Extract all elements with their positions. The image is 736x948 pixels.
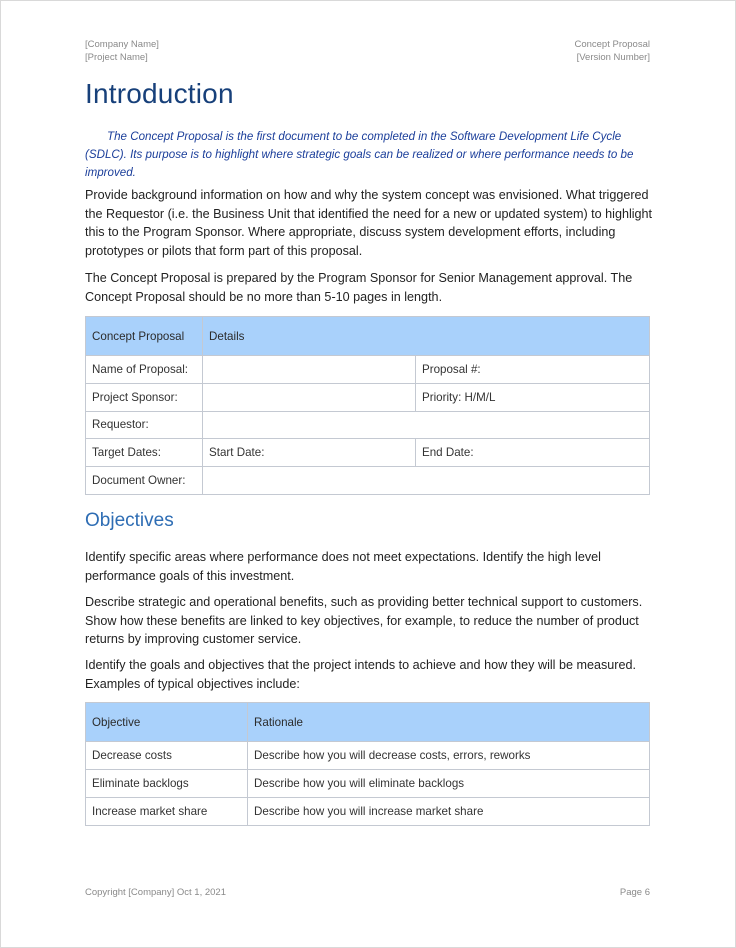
- header-project: [Project Name]: [85, 52, 148, 63]
- rationale-cell: Describe how you will eliminate backlogs: [248, 770, 650, 798]
- header-company: [Company Name]: [85, 39, 159, 50]
- rationale-header: Rationale: [248, 703, 650, 742]
- name-of-proposal-value[interactable]: [203, 356, 416, 384]
- intro-note: The Concept Proposal is the first document to be completed in the Software Development Life Cycle (SDLC). Its purpose is to highlight where strategic goals can be realized or where performance needs to be improved.: [85, 130, 634, 179]
- end-date-label[interactable]: End Date:: [416, 439, 650, 467]
- name-of-proposal-label: Name of Proposal:: [86, 356, 203, 384]
- footer-copyright: Copyright [Company] Oct 1, 2021: [85, 887, 226, 898]
- header-right: [574, 38, 650, 64]
- footer-page-number: Page 6: [619, 887, 650, 898]
- header-version: [Version Number]: [576, 52, 650, 63]
- target-dates-label: Target Dates:: [86, 439, 203, 467]
- objective-cell: Decrease costs: [86, 742, 248, 770]
- document-owner-label: Document Owner:: [86, 467, 203, 495]
- table-row: [86, 467, 650, 495]
- rationale-cell: Describe how you will increase market share: [248, 798, 650, 826]
- table-row: [86, 742, 650, 770]
- priority-label[interactable]: Priority: H/M/L: [416, 383, 650, 411]
- table-row: [86, 411, 650, 439]
- project-sponsor-value[interactable]: [203, 383, 416, 411]
- objectives-paragraph-3: Identify the goals and objectives that the project intends to achieve and how they will be measured. Examples of typical objectives include:: [85, 658, 636, 691]
- details-header-concept: Concept Proposal: [86, 317, 203, 356]
- objective-cell: Increase market share: [86, 798, 248, 826]
- intro-paragraph-2: The Concept Proposal is prepared by the Program Sponsor for Senior Management approval. The Concept Proposal should be no more than 5-10 pages in length.: [85, 271, 633, 304]
- project-sponsor-label: Project Sponsor:: [86, 383, 203, 411]
- table-row: [86, 770, 650, 798]
- table-row: [86, 383, 650, 411]
- objectives-paragraph-2: Describe strategic and operational benefits, such as providing better technical support to customers. Show how these benefits are linked to key objectives, for example, to reduce the number of product returns by improving customer service.: [85, 595, 643, 646]
- header-doc-type: Concept Proposal: [574, 39, 650, 50]
- header-left: [85, 38, 159, 64]
- proposal-number-label[interactable]: Proposal #:: [416, 356, 650, 384]
- requestor-value[interactable]: [203, 411, 650, 439]
- rationale-cell: Describe how you will decrease costs, errors, reworks: [248, 742, 650, 770]
- requestor-label: Requestor:: [86, 411, 203, 439]
- document-owner-value[interactable]: [203, 467, 650, 495]
- table-row: [86, 439, 650, 467]
- objectives-paragraph-1: Identify specific areas where performance does not meet expectations. Identify the high level performance goals of this investment.: [85, 550, 601, 583]
- table-row: [86, 798, 650, 826]
- objective-header: Objective: [86, 703, 248, 742]
- objective-cell: Eliminate backlogs: [86, 770, 248, 798]
- objectives-table: [85, 702, 650, 826]
- objectives-heading: Objectives: [85, 510, 174, 531]
- details-header-details: Details: [203, 317, 650, 356]
- intro-paragraph-1: Provide background information on how and why the system concept was envisioned. What triggered the Requestor (i.e. the Business Unit that identified the need for a new or updated system) to highlight this to the Program Sponsor. Where appropriate, discuss system development efforts, including prototypes or pilots that form part of this proposal.: [85, 188, 653, 258]
- details-table: [85, 316, 650, 495]
- objectives-table-header: [86, 703, 650, 742]
- page-title: Introduction: [85, 78, 234, 109]
- details-table-header: [86, 317, 650, 356]
- start-date-label[interactable]: Start Date:: [203, 439, 416, 467]
- table-row: [86, 356, 650, 384]
